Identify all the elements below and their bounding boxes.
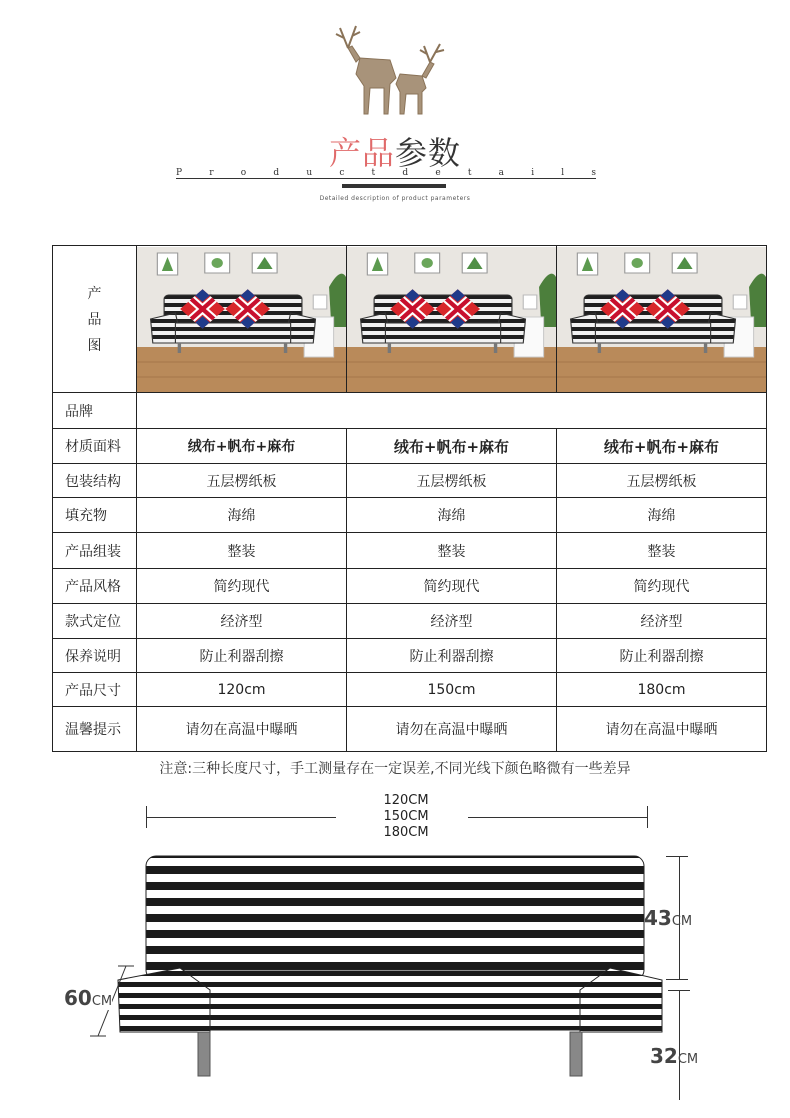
image-label-line: 产 bbox=[87, 286, 102, 302]
cell-value: 请勿在高温中曝晒 bbox=[137, 707, 347, 752]
cell-value: 海绵 bbox=[557, 498, 767, 533]
table-row bbox=[53, 464, 767, 498]
subtitle-divider bbox=[176, 178, 596, 179]
cell-value: 经济型 bbox=[557, 604, 767, 639]
row-label: 温馨提示 bbox=[53, 707, 137, 752]
cell-value: 绒布+帆布+麻布 bbox=[347, 429, 557, 464]
cell-value: 防止利器刮擦 bbox=[557, 639, 767, 673]
sofa-photo-180 bbox=[557, 247, 766, 392]
cell-value: 经济型 bbox=[137, 604, 347, 639]
cell-value: 五层楞纸板 bbox=[347, 464, 557, 498]
seat-height-label bbox=[650, 1044, 698, 1068]
row-label-images bbox=[53, 246, 137, 393]
cell-value: 120cm bbox=[137, 673, 347, 707]
row-label: 包装结构 bbox=[53, 464, 137, 498]
cell-value: 180cm bbox=[557, 673, 767, 707]
sofa-photo-150 bbox=[347, 247, 556, 392]
product-photo-cell bbox=[347, 246, 557, 393]
image-label-line: 品 bbox=[87, 312, 102, 328]
striped-sofa-illustration bbox=[110, 850, 670, 1100]
row-label: 填充物 bbox=[53, 498, 137, 533]
row-label: 保养说明 bbox=[53, 639, 137, 673]
cell-value bbox=[347, 393, 557, 429]
seat-height-tick bbox=[668, 990, 690, 991]
cell-value: 请勿在高温中曝晒 bbox=[557, 707, 767, 752]
table-row bbox=[53, 604, 767, 639]
table-row bbox=[53, 393, 767, 429]
table-row bbox=[53, 673, 767, 707]
cell-value bbox=[557, 393, 767, 429]
back-height-tick bbox=[666, 979, 688, 980]
cell-value: 海绵 bbox=[137, 498, 347, 533]
depth-label bbox=[64, 986, 112, 1010]
product-photo-cell bbox=[557, 246, 767, 393]
cell-value: 海绵 bbox=[347, 498, 557, 533]
width-dimension-line-right bbox=[468, 817, 648, 818]
cell-value: 简约现代 bbox=[347, 569, 557, 604]
back-height-label bbox=[644, 906, 692, 930]
row-label: 产品风格 bbox=[53, 569, 137, 604]
back-height-unit: CM bbox=[671, 914, 693, 929]
tagline: Detailed description of product parameters bbox=[319, 195, 471, 202]
cell-value: 请勿在高温中曝晒 bbox=[347, 707, 557, 752]
row-label: 款式定位 bbox=[53, 604, 137, 639]
table-row bbox=[53, 569, 767, 604]
back-height-value: 43 bbox=[644, 906, 672, 930]
cell-value: 五层楞纸板 bbox=[557, 464, 767, 498]
width-dimension-tick bbox=[647, 806, 648, 828]
cell-value: 整装 bbox=[137, 533, 347, 569]
seat-height-unit: CM bbox=[677, 1052, 699, 1067]
spec-table bbox=[52, 245, 767, 752]
length-label: 180CM bbox=[383, 825, 429, 840]
cell-value: 整装 bbox=[347, 533, 557, 569]
cell-value: 150cm bbox=[347, 673, 557, 707]
title-main-text: 参数 bbox=[395, 134, 462, 172]
cell-value: 经济型 bbox=[347, 604, 557, 639]
depth-value: 60 bbox=[64, 986, 92, 1010]
cell-value: 简约现代 bbox=[557, 569, 767, 604]
deer-logo-icon bbox=[330, 18, 450, 118]
row-label: 产品组装 bbox=[53, 533, 137, 569]
cell-value: 整装 bbox=[557, 533, 767, 569]
table-row-images bbox=[53, 246, 767, 393]
table-row bbox=[53, 429, 767, 464]
table-row bbox=[53, 533, 767, 569]
length-label: 150CM bbox=[383, 809, 429, 824]
width-dimension-line-left bbox=[146, 817, 336, 818]
subtitle-accent-bar bbox=[342, 184, 446, 188]
row-label: 材质面料 bbox=[53, 429, 137, 464]
width-dimension-tick bbox=[146, 806, 147, 828]
product-photo-cell bbox=[137, 246, 347, 393]
title-accent-text: 产品 bbox=[328, 134, 395, 172]
subtitle: P r o d u c t d e t a i l s bbox=[176, 168, 596, 178]
row-label: 产品尺寸 bbox=[53, 673, 137, 707]
cell-value: 防止利器刮擦 bbox=[137, 639, 347, 673]
back-height-tick bbox=[666, 856, 688, 857]
length-options bbox=[366, 793, 446, 841]
sofa-photo-120 bbox=[137, 247, 346, 392]
cell-value bbox=[137, 393, 347, 429]
row-label: 品牌 bbox=[53, 393, 137, 429]
table-row bbox=[53, 707, 767, 752]
length-label: 120CM bbox=[383, 793, 429, 808]
table-row bbox=[53, 498, 767, 533]
table-row bbox=[53, 639, 767, 673]
cell-value: 绒布+帆布+麻布 bbox=[137, 429, 347, 464]
cell-value: 绒布+帆布+麻布 bbox=[557, 429, 767, 464]
image-label-line: 图 bbox=[87, 338, 102, 354]
cell-value: 防止利器刮擦 bbox=[347, 639, 557, 673]
cell-value: 五层楞纸板 bbox=[137, 464, 347, 498]
depth-unit: CM bbox=[91, 994, 113, 1009]
cell-value: 简约现代 bbox=[137, 569, 347, 604]
disclaimer-note: 注意:三种长度尺寸，手工测量存在一定误差,不同光线下颜色略微有一些差异 bbox=[159, 761, 631, 777]
seat-height-value: 32 bbox=[650, 1044, 678, 1068]
